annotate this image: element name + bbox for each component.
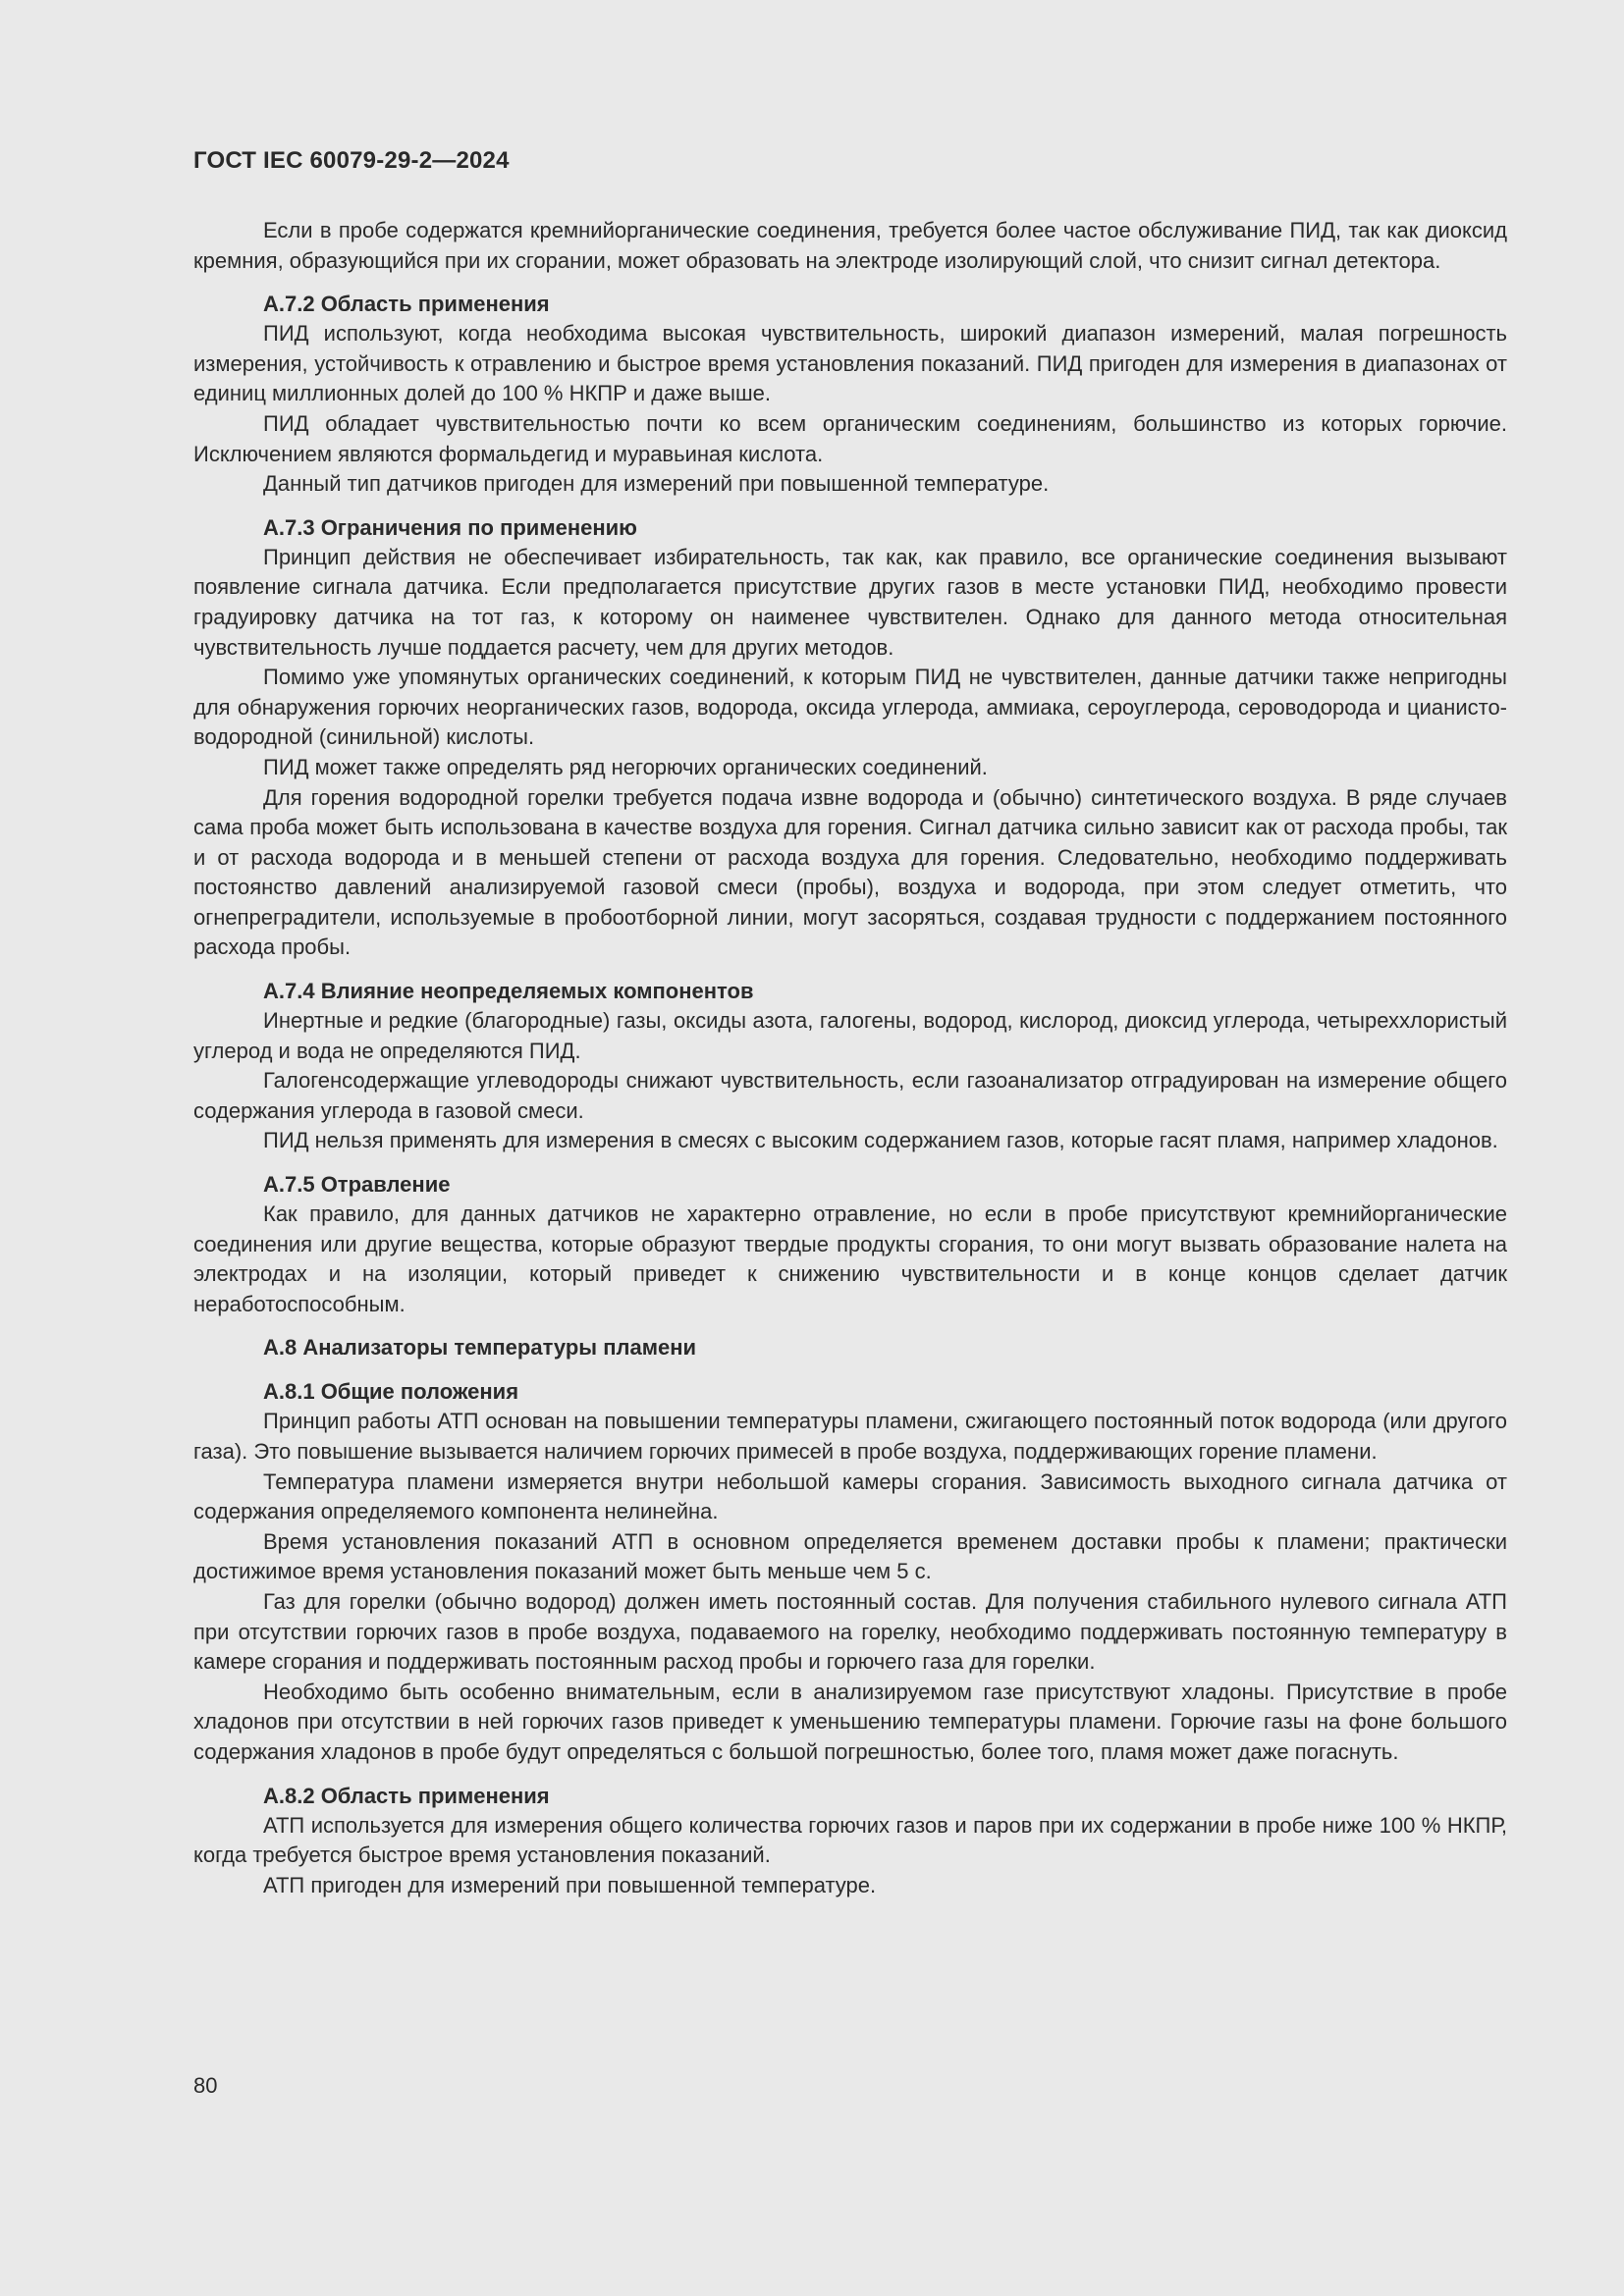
section-heading: А.8.2 Область применения	[263, 1783, 550, 1808]
section-heading: А.7.2 Область применения	[263, 292, 550, 317]
paragraph: Принцип действия не обеспечивает избирательность, так как, как правило, все органические соединения вызывают появление сигнала датчика. Если предполагается присутствие других газов в месте установки ПИД, необходимо провести градуировку датчика на тот газ, к которому он наименее чувствителен. Однако для данного метода относительная чувствительность лучше поддается расчету, чем для других методов.	[193, 544, 1507, 660]
section-a73	[193, 513, 1507, 963]
section-heading: А.8 Анализаторы температуры пламени	[263, 1335, 697, 1361]
section-a8	[193, 1333, 1507, 1362]
section-heading: А.7.3 Ограничения по применению	[263, 514, 637, 540]
paragraph: Как правило, для данных датчиков не характерно отравление, но если в пробе присутствуют кремнийорганические соединения или другие вещества, которые образуют твердые продукты сгорания, то они могут вызвать образование налета на электродах и на изоляции, который приведет к снижению чувствительности и в конце концов сделает датчик неработоспособным.	[193, 1201, 1507, 1316]
document-header: ГОСТ IEC 60079-29-2—2024	[193, 147, 510, 174]
paragraph: АТП пригоден для измерений при повышенной температуре.	[263, 1872, 877, 1897]
section-a81	[193, 1377, 1507, 1767]
paragraph: Галогенсодержащие углеводороды снижают чувствительность, если газоанализатор отградуирован на измерение общего содержания углерода в газовой смеси.	[193, 1068, 1507, 1123]
paragraph: АТП используется для измерения общего количества горючих газов и паров при их содержании в пробе ниже 100 % НКПР, когда требуется быстрое время установления показаний.	[193, 1812, 1507, 1868]
paragraph: Если в пробе содержатся кремнийорганические соединения, требуется более частое обслуживание ПИД, так как диоксид кремния, образующийся при их сгорании, может образовать на электроде изолирующий слой, что снизит сигнал детектора.	[193, 218, 1507, 273]
section-heading: А.7.5 Отравление	[263, 1172, 451, 1198]
paragraph: Газ для горелки (обычно водород) должен иметь постоянный состав. Для получения стабильного нулевого сигнала АТП при отсутствии горючих газов в пробе воздуха, подаваемого на горелку, необходимо поддерживать постоянную температуру в камере сгорания и поддерживать постоянным расход пробы и горючего газа для горелки.	[193, 1588, 1507, 1675]
document-page	[193, 147, 1507, 1900]
section-a82	[193, 1782, 1507, 1901]
intro-section	[193, 216, 1507, 276]
paragraph: Инертные и редкие (благородные) газы, оксиды азота, галогены, водород, кислород, диоксид углерода, четыреххлористый углерод и вода не определяются ПИД.	[193, 1008, 1507, 1063]
paragraph: ПИД нельзя применять для измерения в смесях с высоким содержанием газов, которые гасят пламя, например хладонов.	[263, 1128, 1498, 1153]
section-heading: А.8.1 Общие положения	[263, 1379, 519, 1405]
paragraph: ПИД используют, когда необходима высокая чувствительность, широкий диапазон измерений, малая погрешность измерения, устойчивость к отравлению и быстрое время установления показаний. ПИД пригоден для измерения в диапазонах от единиц миллионных долей до 100 % НКПР и даже выше.	[193, 321, 1507, 406]
paragraph: Для горения водородной горелки требуется подача извне водорода и (обычно) синтетического воздуха. В ряде случаев сама проба может быть использована в качестве воздуха для горения. Сигнал датчика сильно зависит как от расхода пробы, так и от расхода водорода и в меньшей степени от расхода воздуха для горения. Следовательно, необходимо поддерживать постоянство давлений анализируемой газовой смеси (пробы), воздуха и водорода, при этом следует отметить, что огнепреградители, используемые в пробоотборной линии, могут засоряться, создавая трудности с поддержанием постоянного расхода пробы.	[193, 784, 1507, 960]
paragraph: Помимо уже упомянутых органических соединений, к которым ПИД не чувствителен, данные датчики также непригодны для обнаружения горючих неорганических газов, водорода, оксида углерода, аммиака, сероуглерода, сероводорода и цианисто-водородной (синильной) кислоты.	[193, 665, 1507, 750]
paragraph: Время установления показаний АТП в основном определяется временем доставки пробы к пламени; практически достижимое время установления показаний может быть меньше чем 5 с.	[193, 1528, 1507, 1584]
paragraph: Необходимо быть особенно внимательным, если в анализируемом газе присутствуют хладоны. Присутствие в пробе хладонов при отсутствии в ней горючих газов приведет к уменьшению температуры пламени. Горючие газы на фоне большого содержания хладонов в пробе будут определяться с большой погрешностью, более того, пламя может даже погаснуть.	[193, 1679, 1507, 1764]
section-a74	[193, 977, 1507, 1156]
section-a75	[193, 1170, 1507, 1319]
paragraph: Температура пламени измеряется внутри небольшой камеры сгорания. Зависимость выходного сигнала датчика от содержания определяемого компонента нелинейна.	[193, 1468, 1507, 1524]
section-a72	[193, 290, 1507, 500]
paragraph: Принцип работы АТП основан на повышении температуры пламени, сжигающего постоянный поток водорода (или другого газа). Это повышение вызывается наличием горючих примесей в пробе воздуха, поддерживающих горение пламени.	[193, 1409, 1507, 1464]
paragraph: ПИД может также определять ряд негорючих органических соединений.	[263, 754, 988, 779]
section-heading: А.7.4 Влияние неопределяемых компонентов	[263, 979, 754, 1004]
paragraph: ПИД обладает чувствительностью почти ко всем органическим соединениям, большинство из которых горючие. Исключением являются формальдегид и муравьиная кислота.	[193, 410, 1507, 466]
paragraph: Данный тип датчиков пригоден для измерений при повышенной температуре.	[263, 471, 1050, 497]
page-number: 80	[193, 2073, 218, 2098]
